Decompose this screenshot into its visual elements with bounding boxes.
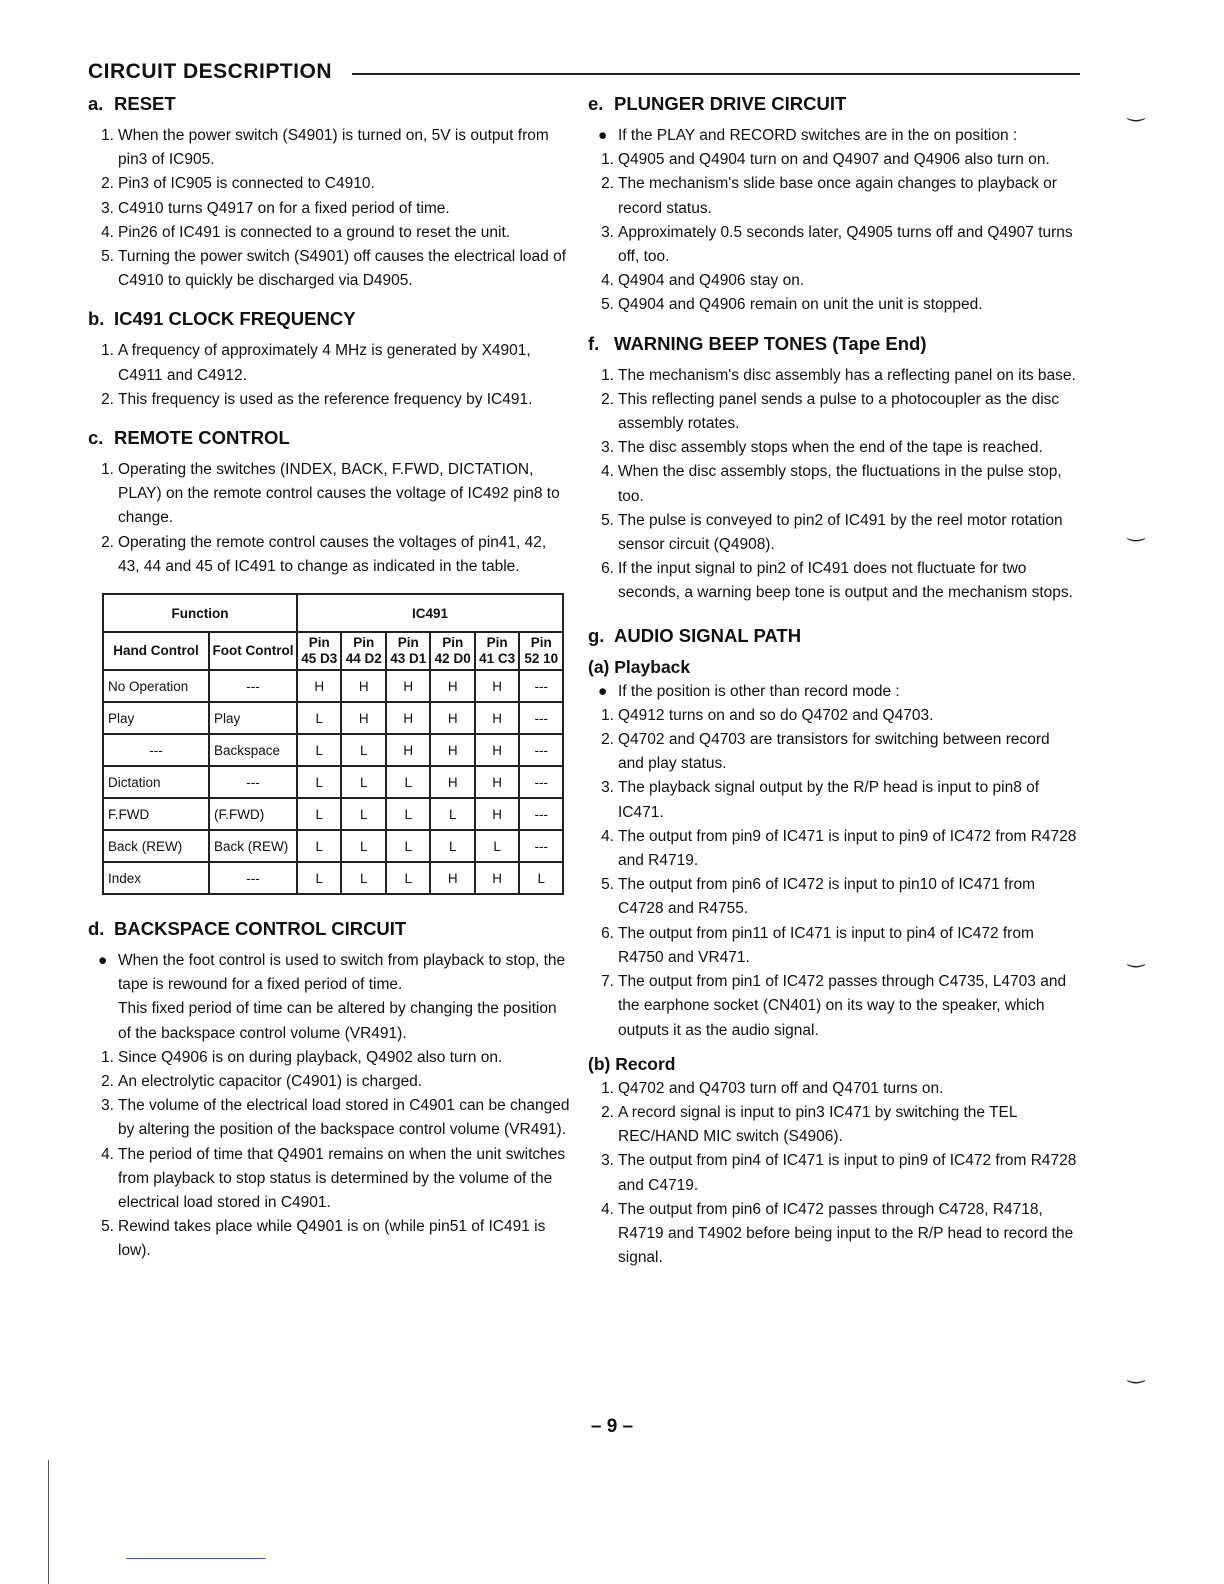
item-number: 5. — [101, 1218, 114, 1236]
item-text: The playback signal output by the R/P head is input to pin8 of IC471. — [618, 779, 1040, 821]
cell-pin-value: H — [475, 670, 519, 702]
bullet-icon: ● — [98, 952, 108, 970]
list-item — [588, 460, 1078, 508]
item-text: Operating the remote control causes the voltages of pin41, 42, 43, 44 and 45 of IC491 to change as indicated in the table. — [118, 533, 547, 575]
item-number: 1. — [601, 1079, 614, 1097]
item-text: Since Q4906 is on during playback, Q4902 also turn on. — [118, 1048, 503, 1066]
item-number: 2. — [601, 1103, 614, 1121]
list-item — [588, 1149, 1078, 1197]
list-item — [88, 1094, 570, 1142]
list-item — [588, 364, 1078, 388]
list-item — [588, 172, 1078, 220]
cell-foot: (F.FWD) — [209, 798, 297, 830]
list-item — [88, 197, 570, 221]
subheading-playback: (a) Playback — [588, 656, 691, 677]
col-pin: Pin 41 C3 — [475, 632, 519, 670]
list-item — [88, 221, 570, 245]
list-reset — [88, 124, 570, 293]
table-row — [103, 734, 563, 766]
cell-pin-value: H — [430, 734, 474, 766]
scan-underline — [126, 1558, 266, 1559]
section-warning-beep — [588, 332, 1078, 606]
list-item — [88, 172, 570, 196]
list-clock — [88, 339, 570, 412]
cell-pin-value: L — [297, 734, 341, 766]
cell-pin-value: L — [430, 830, 474, 862]
item-text: When the disc assembly stops, the fluctuations in the pulse stop, too. — [618, 463, 1062, 505]
cell-hand: --- — [103, 734, 209, 766]
cell-pin-value: L — [341, 830, 385, 862]
section-heading: RESET — [114, 93, 176, 114]
cell-pin-value: --- — [519, 766, 563, 798]
cell-pin-value: H — [386, 734, 430, 766]
cell-pin-value: H — [475, 766, 519, 798]
list-remote — [88, 458, 570, 579]
cell-pin-value: L — [297, 830, 341, 862]
cell-pin-value: L — [386, 798, 430, 830]
cell-foot: Backspace — [209, 734, 297, 766]
list-item — [588, 436, 1078, 460]
item-text: The pulse is conveyed to pin2 of IC491 by the reel motor rotation sensor circuit (Q4908). — [618, 511, 1063, 554]
item-number: 6. — [601, 924, 614, 942]
cell-pin-value: H — [297, 670, 341, 702]
cell-pin-value: H — [430, 702, 474, 734]
item-number: 4. — [101, 223, 114, 241]
item-number: 1. — [101, 342, 114, 360]
bullet-item: ● If the position is other than record mode : — [588, 680, 1078, 704]
list-item — [588, 970, 1078, 1043]
item-number: 4. — [601, 827, 614, 845]
cell-hand: Back (REW) — [103, 830, 209, 862]
item-number: 7. — [601, 973, 614, 991]
section-letter: f. — [588, 332, 600, 354]
section-heading: REMOTE CONTROL — [114, 427, 290, 449]
cell-foot: --- — [209, 766, 297, 798]
item-text: C4910 turns Q4917 on for a fixed period of time. — [118, 199, 450, 217]
item-number: 1. — [601, 706, 614, 724]
item-number: 2. — [601, 731, 614, 749]
section-letter: d. — [88, 918, 105, 940]
item-number: 1. — [101, 461, 114, 479]
item-number: 5. — [601, 876, 614, 894]
cell-hand: No Operation — [103, 670, 209, 702]
item-number: 4. — [601, 463, 614, 481]
item-number: 2. — [101, 175, 114, 193]
cell-pin-value: H — [430, 862, 474, 894]
cell-pin-value: H — [386, 670, 430, 702]
table-header-ic: IC491 — [297, 594, 563, 632]
item-number: 1. — [101, 1048, 114, 1066]
item-text: The output from pin9 of IC471 is input to pin9 of IC472 from R4728 and R4719. — [618, 827, 1077, 870]
col-pin: Pin 42 D0 — [430, 632, 474, 670]
item-number: 5. — [101, 248, 114, 266]
item-text: The volume of the electrical load stored in C4901 can be changed by altering the position of the backspace control volume (VR491). — [118, 1097, 570, 1139]
list-item — [88, 388, 570, 412]
cell-foot: --- — [209, 670, 297, 702]
cell-pin-value: L — [297, 702, 341, 734]
cell-pin-value: H — [386, 702, 430, 734]
cell-pin-value: L — [519, 862, 563, 894]
section-clock-frequency — [88, 307, 570, 412]
item-text: The output from pin1 of IC472 passes through C4735, L4703 and the earphone socket (CN401) on its way to the speaker, which outputs it as the audio signal. — [618, 973, 1067, 1039]
list-record — [588, 1077, 1078, 1271]
scan-edge-line — [48, 1460, 49, 1584]
section-letter: a. — [88, 93, 104, 114]
list-item — [88, 458, 570, 531]
page-number: – 9 – — [590, 1416, 634, 1437]
list-item — [88, 1046, 570, 1070]
list-item — [588, 873, 1078, 921]
cell-pin-value: --- — [519, 702, 563, 734]
col-pin: Pin 43 D1 — [386, 632, 430, 670]
item-number: 3. — [101, 1097, 114, 1115]
item-number: 5. — [601, 511, 614, 529]
cell-pin-value: H — [475, 734, 519, 766]
cell-hand: F.FWD — [103, 798, 209, 830]
section-plunger-drive — [588, 92, 1078, 318]
bullet-icon: ● — [598, 127, 608, 144]
item-text: Approximately 0.5 seconds later, Q4905 turns off and Q4907 turns off, too. — [618, 223, 1073, 266]
item-text: The output from pin6 of IC472 is input to pin10 of IC471 from C4728 and R4755. — [618, 876, 1036, 918]
table-row — [103, 830, 563, 862]
page-title: CIRCUIT DESCRIPTION — [88, 60, 333, 83]
list-plunger — [588, 148, 1078, 317]
cell-pin-value: L — [297, 798, 341, 830]
section-heading: PLUNGER DRIVE CIRCUIT — [614, 93, 847, 114]
cell-pin-value: --- — [519, 670, 563, 702]
item-text: Pin3 of IC905 is connected to C4910. — [118, 175, 375, 193]
item-number: 4. — [601, 272, 614, 290]
list-playback — [588, 704, 1078, 1043]
item-text: This reflecting panel sends a pulse to a photocoupler as the disc assembly rotates. — [618, 390, 1060, 433]
item-text: Rewind takes place while Q4901 is on (while pin51 of IC491 is low). — [118, 1218, 546, 1260]
cell-pin-value: L — [386, 830, 430, 862]
col-pin: Pin 45 D3 — [297, 632, 341, 670]
scan-mark-icon: ‿ — [1128, 100, 1145, 122]
item-number: 2. — [101, 533, 114, 551]
section-heading: AUDIO SIGNAL PATH — [614, 624, 802, 646]
section-remote-control — [88, 426, 570, 579]
list-item — [88, 339, 570, 387]
list-warning — [588, 364, 1078, 606]
cell-pin-value: L — [341, 862, 385, 894]
item-text: A record signal is input to pin3 IC471 by switching the TEL REC/HAND MIC switch (S4906). — [618, 1103, 1017, 1146]
ic491-function-table — [102, 593, 564, 895]
list-item — [588, 728, 1078, 776]
item-number: 5. — [601, 296, 614, 314]
list-item — [588, 148, 1078, 172]
cell-pin-value: H — [430, 766, 474, 798]
list-item — [88, 531, 570, 579]
col-pin: Pin 52 10 — [519, 632, 563, 670]
item-number: 3. — [601, 779, 614, 797]
cell-pin-value: L — [341, 734, 385, 766]
section-heading: WARNING BEEP TONES (Tape End) — [614, 332, 927, 354]
table-header-function: Function — [103, 594, 297, 632]
cell-foot: --- — [209, 862, 297, 894]
table-row — [103, 670, 563, 702]
item-text: Q4904 and Q4906 stay on. — [618, 272, 805, 290]
table-row — [103, 766, 563, 798]
item-text: The output from pin11 of IC471 is input to pin4 of IC472 from R4750 and VR471. — [618, 924, 1034, 966]
item-number: 1. — [101, 127, 114, 144]
cell-foot: Back (REW) — [209, 830, 297, 862]
list-item — [588, 293, 1078, 317]
subheading-record: (b) Record — [588, 1053, 676, 1074]
bullet-item: ● If the PLAY and RECORD switches are in the on position : — [588, 124, 1078, 148]
item-text: The period of time that Q4901 remains on when the unit switches from playback to stop status is determined by the volume of the electrical load stored in C4901. — [118, 1145, 566, 1212]
cell-pin-value: --- — [519, 798, 563, 830]
list-item — [588, 557, 1078, 605]
cell-pin-value: H — [475, 798, 519, 830]
cell-pin-value: H — [475, 862, 519, 894]
list-item — [588, 221, 1078, 269]
item-number: 3. — [601, 439, 614, 457]
item-number: 6. — [601, 560, 614, 578]
item-number: 1. — [601, 366, 614, 384]
item-text: Q4702 and Q4703 turn off and Q4701 turns on. — [618, 1079, 944, 1097]
item-number: 1. — [601, 151, 614, 169]
item-text: A frequency of approximately 4 MHz is generated by X4901, C4911 and C4912. — [118, 342, 531, 384]
item-number: 3. — [601, 223, 614, 241]
cell-pin-value: L — [386, 766, 430, 798]
section-heading: BACKSPACE CONTROL CIRCUIT — [114, 918, 407, 940]
cell-hand: Index — [103, 862, 209, 894]
table-row — [103, 798, 563, 830]
item-number: 2. — [601, 390, 614, 408]
list-item — [588, 776, 1078, 824]
item-text: Turning the power switch (S4901) off causes the electrical load of C4910 to quickly be discharged via D4905. — [118, 248, 567, 290]
cell-pin-value: H — [430, 670, 474, 702]
cell-pin-value: H — [475, 702, 519, 734]
section-letter: c. — [88, 427, 104, 449]
cell-pin-value: --- — [519, 830, 563, 862]
bullet-icon: ● — [598, 682, 608, 700]
item-number: 3. — [601, 1152, 614, 1170]
col-hand-control: Hand Control — [103, 632, 209, 670]
list-item — [588, 1198, 1078, 1271]
list-item — [588, 922, 1078, 970]
cell-pin-value: L — [341, 798, 385, 830]
title-rule — [352, 73, 1080, 75]
section-reset — [88, 92, 570, 293]
cell-pin-value: L — [430, 798, 474, 830]
item-text: Q4702 and Q4703 are transistors for switching between record and play status. — [618, 731, 1050, 773]
list-item — [588, 509, 1078, 557]
cell-pin-value: L — [297, 862, 341, 894]
left-column — [88, 92, 570, 1264]
bullet-continuation: This fixed period of time can be altered by changing the position of the backspace control volume (VR491). — [118, 1000, 557, 1042]
item-text: An electrolytic capacitor (C4901) is charged. — [118, 1073, 423, 1091]
table-body — [103, 670, 563, 894]
list-item — [88, 1215, 570, 1263]
section-backspace-control — [88, 917, 570, 1264]
list-backspace — [88, 1046, 570, 1264]
list-item — [88, 245, 570, 293]
right-column — [588, 92, 1078, 1270]
item-text: The disc assembly stops when the end of the tape is reached. — [618, 439, 1043, 457]
cell-pin-value: --- — [519, 734, 563, 766]
col-pin: Pin 44 D2 — [341, 632, 385, 670]
section-heading: IC491 CLOCK FREQUENCY — [114, 308, 356, 330]
item-text: Pin26 of IC491 is connected to a ground to reset the unit. — [118, 223, 511, 241]
bullet-item: ● When the foot control is used to switch from playback to stop, the tape is rewound for a fixed period of time. — [88, 949, 570, 997]
section-letter: g. — [588, 624, 605, 646]
list-item — [588, 704, 1078, 728]
item-text: The mechanism's disc assembly has a reflecting panel on its base. — [618, 366, 1076, 384]
section-letter: b. — [88, 308, 105, 330]
item-number: 2. — [101, 1073, 114, 1091]
cell-hand: Play — [103, 702, 209, 734]
list-item — [88, 1070, 570, 1094]
cell-foot: Play — [209, 702, 297, 734]
table-row — [103, 862, 563, 894]
cell-pin-value: H — [341, 702, 385, 734]
cell-pin-value: L — [386, 862, 430, 894]
item-number: 4. — [101, 1145, 114, 1163]
item-text: If the input signal to pin2 of IC491 does not fluctuate for two seconds, a warning beep tone is output and the mechanism stops. — [618, 560, 1073, 602]
list-item — [588, 388, 1078, 436]
item-text: The output from pin4 of IC471 is input to pin9 of IC472 from R4728 and C4719. — [618, 1152, 1077, 1194]
item-text: Q4904 and Q4906 remain on unit the unit is stopped. — [618, 296, 983, 314]
cell-pin-value: L — [475, 830, 519, 862]
item-number: 3. — [101, 199, 114, 217]
item-text: The output from pin6 of IC472 passes through C4728, R4718, R4719 and T4902 before being input to the R/P head to record the signal. — [618, 1200, 1074, 1267]
item-number: 4. — [601, 1200, 614, 1218]
list-item — [588, 825, 1078, 873]
cell-pin-value: L — [297, 766, 341, 798]
list-item — [88, 1143, 570, 1216]
list-item — [588, 1101, 1078, 1149]
list-item — [588, 269, 1078, 293]
item-number: 2. — [101, 390, 114, 408]
item-number: 2. — [601, 175, 614, 193]
section-audio-signal-path — [588, 624, 1078, 1271]
scan-mark-icon: ‿ — [1128, 946, 1145, 968]
col-foot-control: Foot Control — [209, 632, 297, 670]
list-item — [88, 124, 570, 172]
item-text: Operating the switches (INDEX, BACK, F.FWD, DICTATION, PLAY) on the remote control causes the voltage of IC492 pin8 to change. — [118, 461, 560, 527]
scan-mark-icon: ‿ — [1128, 520, 1145, 542]
cell-pin-value: H — [341, 670, 385, 702]
item-text: Q4912 turns on and so do Q4702 and Q4703. — [618, 706, 934, 724]
cell-hand: Dictation — [103, 766, 209, 798]
scan-mark-icon: ‿ — [1128, 1362, 1145, 1384]
list-item — [588, 1077, 1078, 1101]
item-text: When the power switch (S4901) is turned on, 5V is output from pin3 of IC905. — [118, 127, 549, 169]
cell-pin-value: L — [341, 766, 385, 798]
section-letter: e. — [588, 93, 604, 114]
item-text: This frequency is used as the reference frequency by IC491. — [118, 390, 533, 408]
item-text: Q4905 and Q4904 turn on and Q4907 and Q4906 also turn on. — [618, 151, 1050, 169]
item-text: The mechanism's slide base once again changes to playback or record status. — [618, 175, 1057, 217]
table-row — [103, 702, 563, 734]
